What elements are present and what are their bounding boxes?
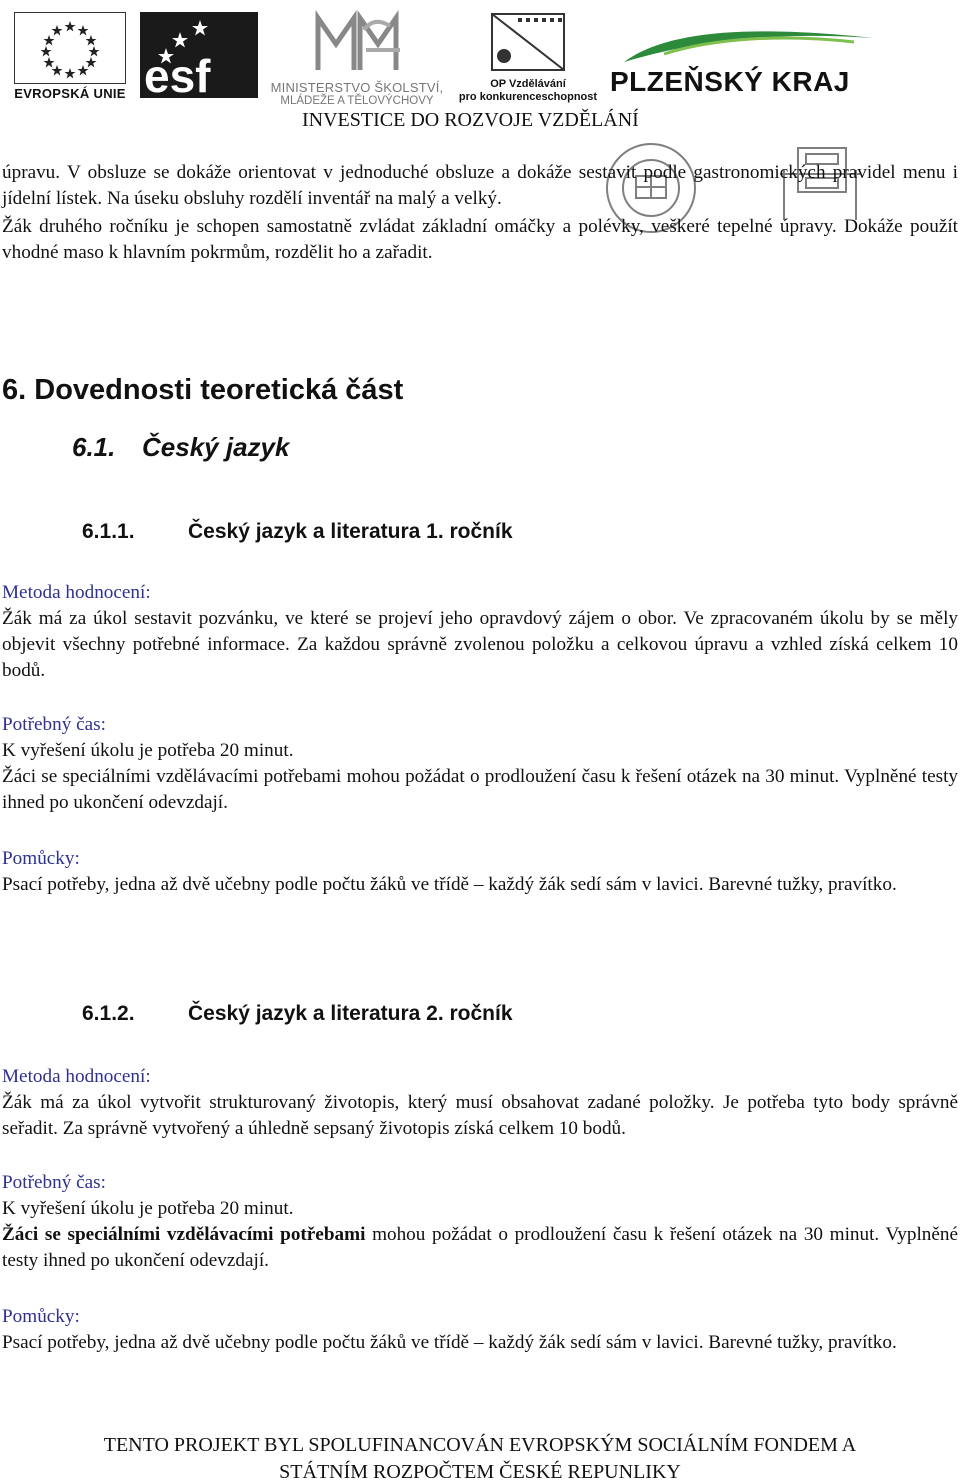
- esf-logo-icon: [140, 12, 258, 98]
- eu-flag-icon: [14, 12, 126, 84]
- block2-pomucky-label: Pomůcky:: [2, 1306, 80, 1327]
- block2-cas-line1: K vyřešení úkolu je potřeba 20 minut.: [2, 1198, 294, 1219]
- block2-cas-bold: Žáci se speciálními vzdělávacími potřebami: [2, 1224, 366, 1245]
- op-logo: [458, 8, 598, 103]
- msmt-line2: MLÁDEŽE A TĚLOVÝCHOVY: [280, 95, 434, 107]
- eu-logo: [14, 12, 126, 101]
- block1-cas-line1: K vyřešení úkolu je potřeba 20 minut.: [2, 740, 294, 761]
- block2-cas-line2: [2, 1222, 958, 1274]
- eu-label: EVROPSKÁ UNIE: [14, 86, 126, 101]
- section-heading: [2, 374, 403, 407]
- logo-bar: [0, 0, 960, 140]
- op-line1: OP Vzdělávání: [490, 78, 566, 90]
- msmt-line1: MINISTERSTVO ŠKOLSTVÍ,: [270, 80, 444, 95]
- footer-line1: TENTO PROJEKT BYL SPOLUFINANCOVÁN EVROPSKÝM SOCIÁLNÍM FONDEM A: [103, 1434, 857, 1456]
- subsection-title: Český jazyk: [142, 432, 290, 462]
- section-number: 6.: [2, 374, 27, 406]
- block2-metoda-label: Metoda hodnocení:: [2, 1066, 151, 1087]
- footer-line2: STÁTNÍM ROZPOČTEM ČESKÉ REPUNLIKY: [279, 1461, 681, 1483]
- block2-number: 6.1.2.: [82, 1002, 135, 1025]
- block2-metoda-text: Žák má za úkol vytvořit strukturovaný životopis, který musí obsahovat zadané položky. Je potřeba tyto body správně seřadit. Za správně vytvořený a úhledně sepsaný životopis získá celkem 10 bodů.: [2, 1092, 958, 1139]
- msmt-logo-icon: [266, 10, 448, 78]
- block1-heading: [82, 520, 513, 544]
- plzensky-kraj-logo: [604, 24, 894, 104]
- block2-cas-rest: mohou požádat o prodloužení času k řešení otázek na 30 minut. Vyplněné testy ihned po ukončení odevzdají.: [2, 1224, 958, 1271]
- investice-heading: INVESTICE DO ROZVOJE VZDĚLÁNÍ: [302, 109, 639, 131]
- block1-metoda-text: Žák má za úkol sestavit pozvánku, ve které se projeví jeho opravdový zájem o obor. Ve zpracovaném úkolu by se měly objevit všechny potřebné informace. Za každou správně zvolenou položku a celkovou úpravu a vzhled získá celkem 10 bodů.: [2, 608, 958, 681]
- block1-cas-line2: Žáci se speciálními vzdělávacími potřebami mohou požádat o prodloužení času k řešení otázek na 30 minut. Vyplněné testy ihned po ukončení odevzdají.: [2, 766, 958, 813]
- block1-title: Český jazyk a literatura 1. ročník: [188, 520, 513, 543]
- block1-metoda-label: Metoda hodnocení:: [2, 582, 151, 603]
- footer: [0, 1432, 960, 1483]
- msmt-logo: [266, 10, 448, 107]
- svg-text:esf: esf: [144, 50, 211, 98]
- region-name: PLZEŇSKÝ KRAJ: [610, 66, 850, 97]
- block1-cas-label: Potřebný čas:: [2, 714, 106, 735]
- block2-heading: [82, 1002, 513, 1026]
- block1-pomucky-text: Psací potřeby, jedna až dvě učebny podle počtu žáků ve třídě – každý žák sedí sám v lavici. Barevné tužky, pravítko.: [2, 874, 897, 895]
- op-vk-logo-icon: [458, 8, 598, 76]
- intro-paragraph-1: úpravu. V obsluze se dokáže orientovat v jednoduché obsluze a dokáže sestavit podle gastronomických pravidel menu i jídelní lístek. Na úseku obsluhy rozdělí inventář na malý a velký.: [2, 162, 958, 209]
- block2-cas-label: Potřebný čas:: [2, 1172, 106, 1193]
- plzensky-kraj-logo-icon: [604, 24, 894, 64]
- block2-pomucky-text: Psací potřeby, jedna až dvě učebny podle počtu žáků ve třídě – každý žák sedí sám v lavici. Barevné tužky, pravítko.: [2, 1332, 897, 1353]
- block1-pomucky-label: Pomůcky:: [2, 848, 80, 869]
- op-line2: pro konkurenceschopnost: [458, 91, 598, 103]
- section-title: Dovednosti teoretická část: [34, 374, 404, 406]
- block2-title: Český jazyk a literatura 2. ročník: [188, 1002, 513, 1025]
- subsection-number: 6.1.: [72, 432, 116, 462]
- block1-number: 6.1.1.: [82, 520, 135, 543]
- intro-paragraph-2: Žák druhého ročníku je schopen samostatně zvládat základní omáčky a polévky, veškeré tepelné úpravy. Dokáže použít vhodné maso k hlavním pokrmům, rozdělit ho a zařadit.: [2, 216, 958, 263]
- subsection-heading: [72, 432, 289, 463]
